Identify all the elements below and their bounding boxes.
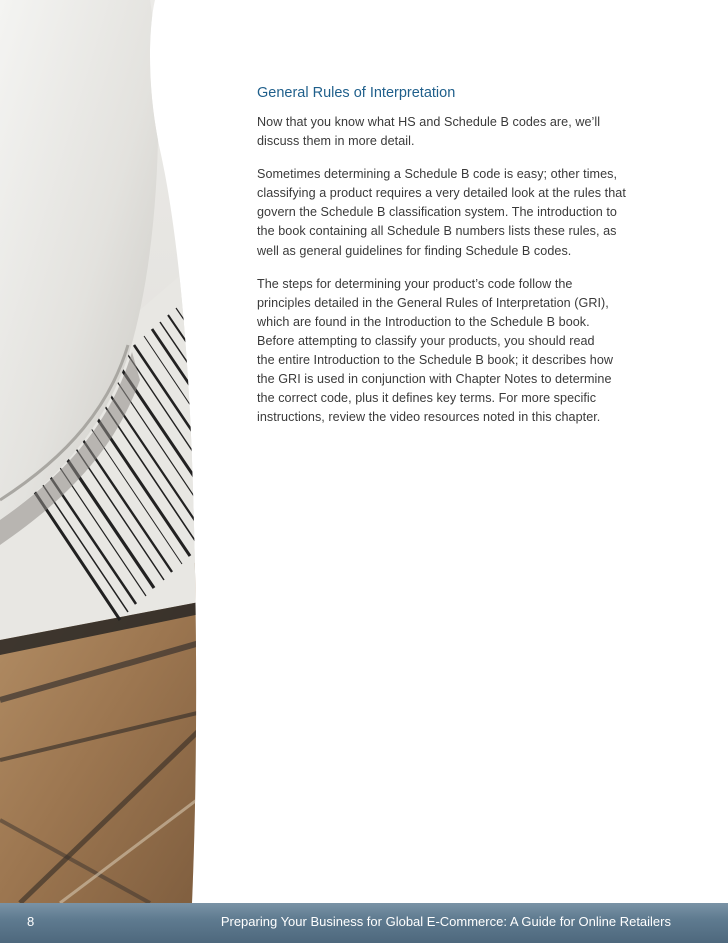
paragraph-line: the correct code, plus it defines key terms. For more specific: [257, 391, 597, 406]
paragraph-line: Before attempting to classify your products, you should read: [257, 333, 595, 348]
paragraph-line: well as general guidelines for finding Schedule B codes.: [257, 243, 572, 258]
article: [257, 82, 677, 441]
document-title: Preparing Your Business for Global E-Commerce: A Guide for Online Retailers: [220, 914, 671, 929]
paragraph-line: principles detailed in the General Rules of Interpretation (GRI),: [257, 295, 609, 310]
paragraph-line: instructions, review the video resources noted in this chapter.: [257, 410, 601, 425]
paragraph-line: the GRI is used in conjunction with Chapter Notes to determine: [257, 372, 612, 387]
paragraph-line: which are found in the Introduction to the Schedule B book.: [257, 314, 590, 329]
paragraph-line: Now that you know what HS and Schedule B codes are, we’ll: [257, 115, 601, 129]
paragraph-line: discuss them in more detail.: [257, 134, 415, 149]
paragraph: [257, 113, 677, 151]
paragraph-line: classifying a product requires a very detailed look at the rules that: [257, 186, 626, 201]
paragraph-line: govern the Schedule B classification system. The introduction to: [257, 205, 617, 220]
paragraph-line: the entire Introduction to the Schedule B book; it describes how: [257, 353, 614, 368]
section-heading: General Rules of Interpretation: [257, 85, 456, 101]
paragraph-line: The steps for determining your product’s code follow the: [257, 276, 573, 291]
paragraph: [257, 165, 677, 260]
page-number: 8: [27, 914, 35, 929]
page-footer: [0, 903, 728, 943]
paragraph-line: Sometimes determining a Schedule B code is easy; other times,: [257, 167, 618, 182]
paragraph-line: the book containing all Schedule B numbers lists these rules, as: [257, 224, 617, 239]
paragraph: [257, 275, 677, 428]
